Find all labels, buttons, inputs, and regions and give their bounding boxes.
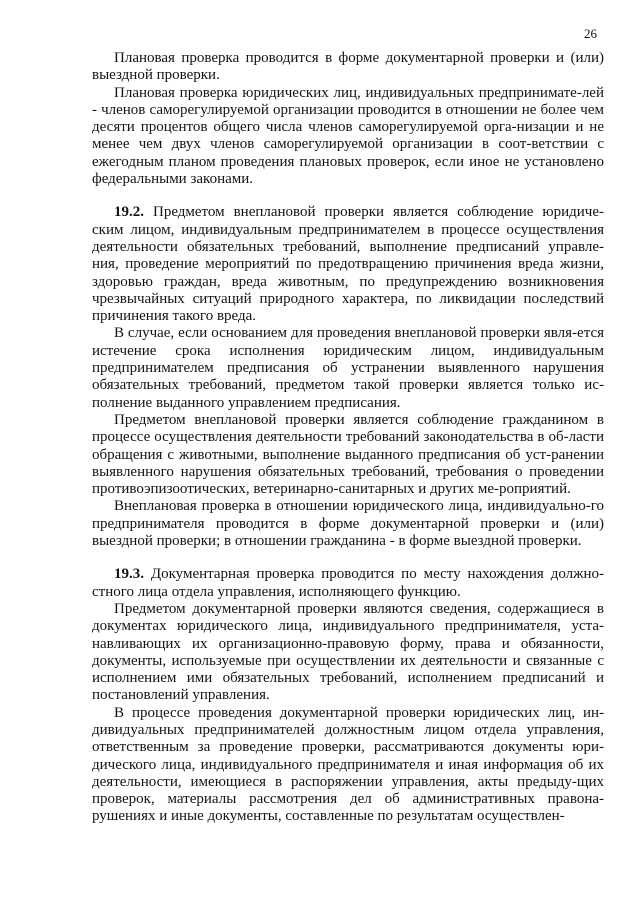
paragraph-documentary-subject: Предметом документарной проверки являются сведения, содержащиеся в документах юридического лица, индивидуального предпринимателя, уста-навливающих их организационно-правовую форму, права и обязанности, документы, используемые при осуществлении их деятельности и связанные с исполнением ими обязательных требований, исполнением предписаний и постановлений управления. <box>92 600 604 704</box>
paragraph-unscheduled-prescription: В случае, если основанием для проведения внеплановой проверки явля-ется истечение срока исполнения юридическим лицом, индивидуальным предпринимателем предписания об устранении выявленного нарушения обязательных требований, предметом такой проверки является только ис-полнение выданного управлением предписания. <box>92 325 604 411</box>
section-19-2-text: Предметом внеплановой проверки является соблюдение юридиче-ским лицом, индивидуальным предпринимателем в процессе осуществления деятельности обязательных требований, выполнение предписаний управле-ния, проведение мероприятий по предотвращению причинения вреда жизни, здоровью граждан, вреда животным, по предупреждению возникновения чрезвычайных ситуаций природного характера, по ликвидации последствий причинения такого вреда. <box>92 204 605 325</box>
section-19-2 <box>92 204 604 325</box>
section-19-3-text: Документарная проверка проводится по месту нахождения должно-стного лица отдела управления, исполняющего функцию. <box>92 566 604 600</box>
paragraph-unscheduled-form: Внеплановая проверка в отношении юридического лица, индивидуально-го предпринимателя проводится в форме документарной проверки и (или) выездной проверки; в отношении гражданина - в форме выездной проверки. <box>92 498 604 550</box>
section-number-19-3: 19.3. <box>114 566 144 583</box>
paragraph-planned-inspection-form: Плановая проверка проводится в форме документарной проверки и (или) выездной проверки. <box>92 50 604 84</box>
document-body <box>92 50 604 826</box>
paragraph-unscheduled-citizen: Предметом внеплановой проверки является соблюдение гражданином в процессе осуществления деятельности требований законодательства в об-ласти обращения с животными, выполнение выданного предписания об уст-ранении выявленного нарушения обязательных требований, требования о проведении противоэпизоотических, ветеринарно-санитарных и других ме-роприятий. <box>92 411 604 498</box>
page-number: 26 <box>584 26 597 41</box>
paragraph-planned-inspection-sro: Плановая проверка юридических лиц, индивидуальных предпринимате-лей - членов саморегулируемой организации проводится в отношении не более чем десяти процентов общего числа членов саморегулируемой орга-низации и не менее чем двух членов саморегулируемой организации в соот-ветствии с ежегодным планом проведения плановых проверок, если иное не установлено федеральными законами. <box>92 84 604 188</box>
section-number-19-2: 19.2. <box>114 204 144 221</box>
paragraph-documentary-process: В процессе проведения документарной проверки юридических лиц, ин-дивидуальных предпринимателей должностным лицом отдела управления, ответственным за проведение проверки, рассматриваются документы юри-дического лица, индивидуального предпринимателя и иная информация об их деятельности, имеющиеся в распоряжении управления, акты предыду-щих проверок, материалы рассмотрения дел об административных правона-рушениях и иные документы, составленные по результатам осуществлен- <box>92 704 604 825</box>
section-19-3 <box>92 566 604 601</box>
